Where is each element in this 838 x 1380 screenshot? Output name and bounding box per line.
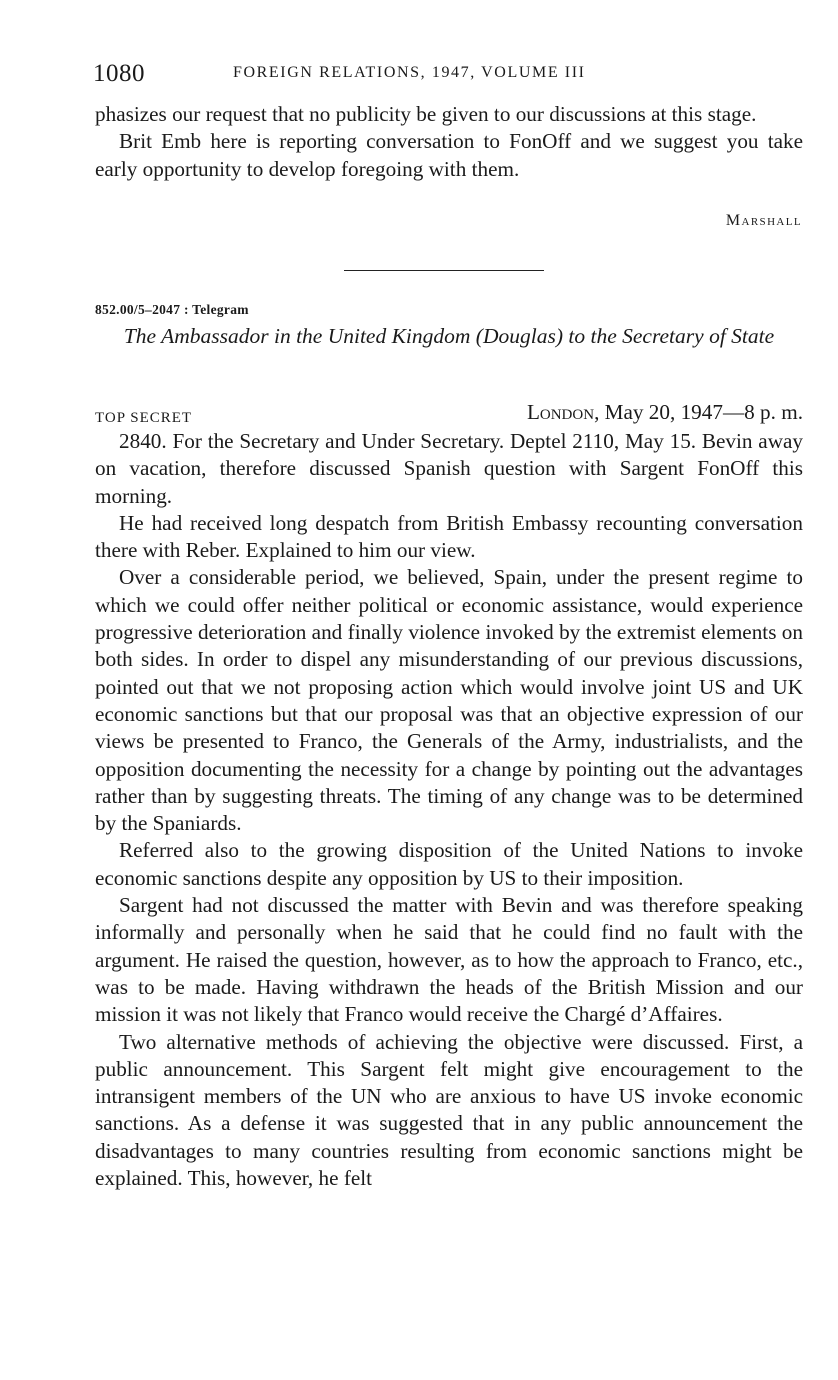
intro-paragraph: phasizes our request that no publicity be given to our discussions at this stage. [95, 102, 757, 126]
body-paragraph: Sargent had not discussed the matter with Bevin and was therefore speaking informally and personally when he said that he could find no fault with the argument. He raised the question, however, as to how the approach to Franco, etc., was to be made. Having withdrawn the heads of the British Mission and our mission it was not likely that Franco would receive the Chargé d’Affaires. [95, 893, 803, 1027]
body-paragraph: 2840. For the Secretary and Under Secretary. Deptel 2110, May 15. Bevin away on vacation, therefore discussed Spanish question with Sargent FonOff this morning. [95, 429, 803, 508]
body-paragraph: He had received long despatch from British Embassy recounting conversation there with Reber. Explained to him our view. [95, 510, 803, 563]
page-number: 1080 [93, 60, 145, 87]
intro-text [95, 101, 803, 183]
intro-paragraph: Brit Emb here is reporting conversation to FonOff and we suggest you take early opportunity to develop foregoing with them. [95, 129, 803, 181]
running-head [93, 60, 805, 92]
dateline-place: London [526, 400, 595, 424]
document-heading: The Ambassador in the United Kingdom (Douglas) to the Secretary of State [123, 324, 775, 348]
body-paragraph: Referred also to the growing disposition of the United Nations to invoke economic sanctions despite any opposition by US to their imposition. [95, 838, 803, 890]
body-paragraph: Over a considerable period, we believed, Spain, under the present regime to which we could offer neither political or economic assistance, would experience progressive deterioration and finally violence invoked by the extremist elements on both sides. In order to dispel any misunderstanding of our previous discussions, pointed out that we not proposing action which would involve joint US and UK economic sanctions but that our proposal was that an objective expression of our views be presented to Franco, the Generals of the Army, industrialists, and the opposition documenting the necessity for a change by pointing out the advantages rather than by suggesting threats. The timing of any change was to be determined by the Spaniards. [95, 565, 803, 836]
file-reference: 852.00/5–2047 : Telegram [95, 302, 249, 317]
body-paragraph: Two alternative methods of achieving the objective were discussed. First, a public announcement. This Sargent felt might give encouragement to the intransigent members of the UN who are anxious to have US invoke economic sanctions. As a defense it was suggested that in any public announcement the disadvantages to many countries resulting from economic sanctions might be explained. This, however, he felt [95, 1029, 803, 1191]
telegram-body [95, 428, 803, 1192]
section-divider [344, 270, 544, 271]
dateline-date: , May 20, 1947—8 p. m. [594, 400, 803, 424]
dateline [527, 400, 803, 425]
signature: Marshall [725, 212, 802, 229]
volume-title: FOREIGN RELATIONS, 1947, VOLUME III [233, 64, 586, 81]
classification-label: TOP SECRET [95, 410, 193, 426]
